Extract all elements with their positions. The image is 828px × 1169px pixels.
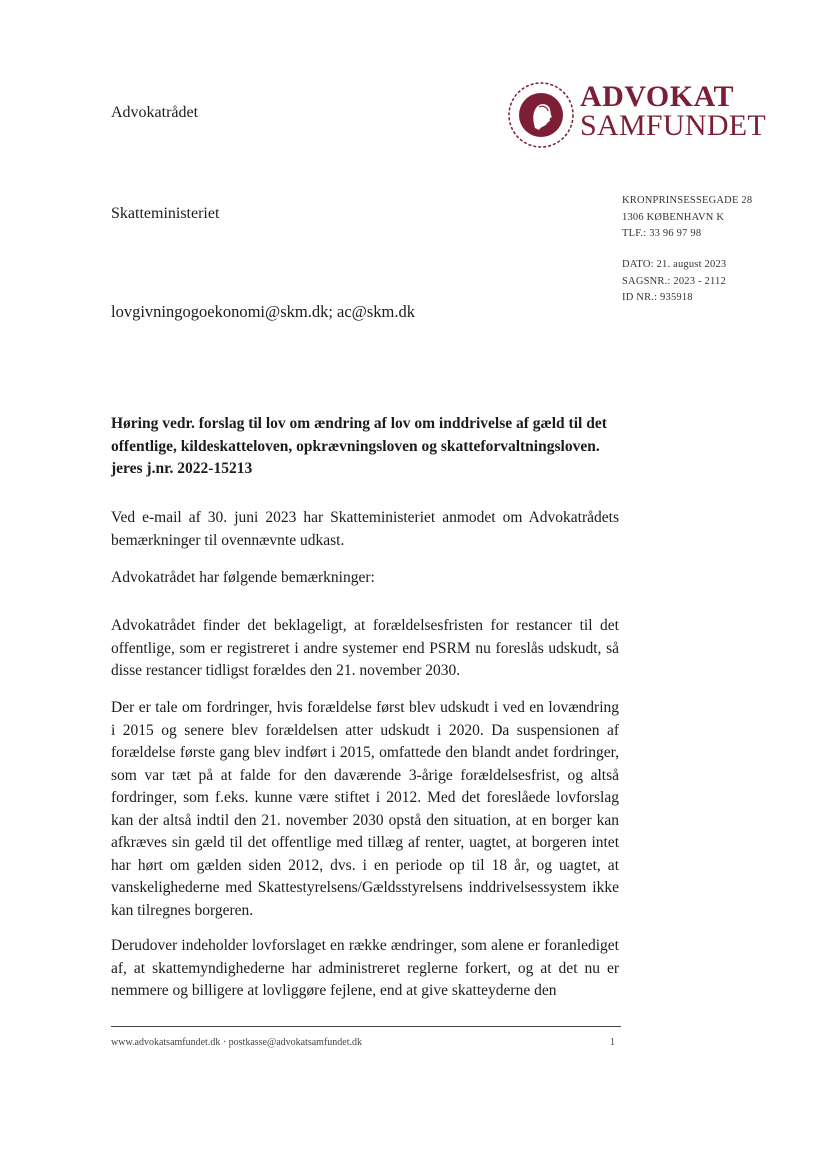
footer-links: www.advokatsamfundet.dk · postkasse@advokatsamfundet.dk bbox=[111, 1037, 363, 1048]
logo-word-advokat: ADVOKAT bbox=[580, 80, 735, 113]
recipient-email: lovgivningogoekonomi@skm.dk; ac@skm.dk bbox=[111, 302, 416, 321]
paragraph-1: Ved e-mail af 30. juni 2023 har Skatteministeriet anmodet om Advokatrådets bemærkninger til ovennævnte udkast. bbox=[111, 509, 619, 549]
paragraph-3: Advokatrådet finder det beklageligt, at forældelsesfristen for restancer til det offentlige, som er registreret i andre systemer end PSRM nu foreslås udskudt, så disse restancer tidligst forældes den 21. november 2030. bbox=[111, 617, 619, 679]
address-phone: TLF.: 33 96 97 98 bbox=[622, 228, 702, 239]
sender-name: Advokatrådet bbox=[111, 104, 199, 121]
logo-word-samfundet: SAMFUNDET bbox=[580, 109, 767, 142]
case-number: SAGSNR.: 2023 - 2112 bbox=[622, 275, 726, 287]
paragraph-4: Der er tale om fordringer, hvis forældelse først blev udskudt i ved en lovændring i 2015 og senere blev forældelsen atter udskudt i 2020. Da suspensionen af forældelse første gang blev indført i 2015, omfattede den blandt andet fordringer, som var tæt på at falde for den daværende 3-årige forældelsesfrist, og altså fordringer, som f.eks. kunne være stiftet i 2012. Med det foreslåede lovforslag kan der altså indtil den 21. november 2030 opstå den situation, at en borger kan afkræves sin gæld til det offentlige med tillæg af renter, uagtet, at borgeren intet har hørt om gælden siden 2012, dvs. i en periode op til 18 år, og uagtet, at vanskelighederne med Skattestyrelsens/Gældsstyrelsens inddrivelsessystem ikke kan tilregnes borgeren. bbox=[111, 699, 619, 919]
paragraph-2: Advokatrådet har følgende bemærkninger: bbox=[111, 569, 375, 586]
footer-divider bbox=[111, 1026, 621, 1027]
seal-icon bbox=[506, 80, 576, 150]
paragraph-5: Derudover indeholder lovforslaget en række ændringer, som alene er foranlediget af, at skattemyndighederne har administreret reglerne forkert, og at det nu er nemmere og billigere at lovliggøre fejlene, end at give skatteyderne den bbox=[111, 937, 619, 999]
letter-date: DATO: 21. august 2023 bbox=[622, 259, 727, 270]
reference-block bbox=[622, 257, 726, 307]
advokatsamfundet-logo bbox=[506, 80, 766, 150]
address-street: KRONPRINSESSEGADE 28 bbox=[622, 195, 753, 206]
address-city: 1306 KØBENHAVN K bbox=[622, 211, 725, 223]
address-block bbox=[622, 193, 752, 243]
id-number: ID NR.: 935918 bbox=[622, 292, 693, 303]
recipient-name: Skatteministeriet bbox=[111, 205, 220, 222]
letter-subject: Høring vedr. forslag til lov om ændring af lov om inddrivelse af gæld til det offentlige, kildeskatteloven, opkrævningsloven og skatteforvaltningsloven. jeres j.nr. 2022-15213 bbox=[111, 415, 607, 477]
page-number: 1 bbox=[610, 1037, 615, 1048]
